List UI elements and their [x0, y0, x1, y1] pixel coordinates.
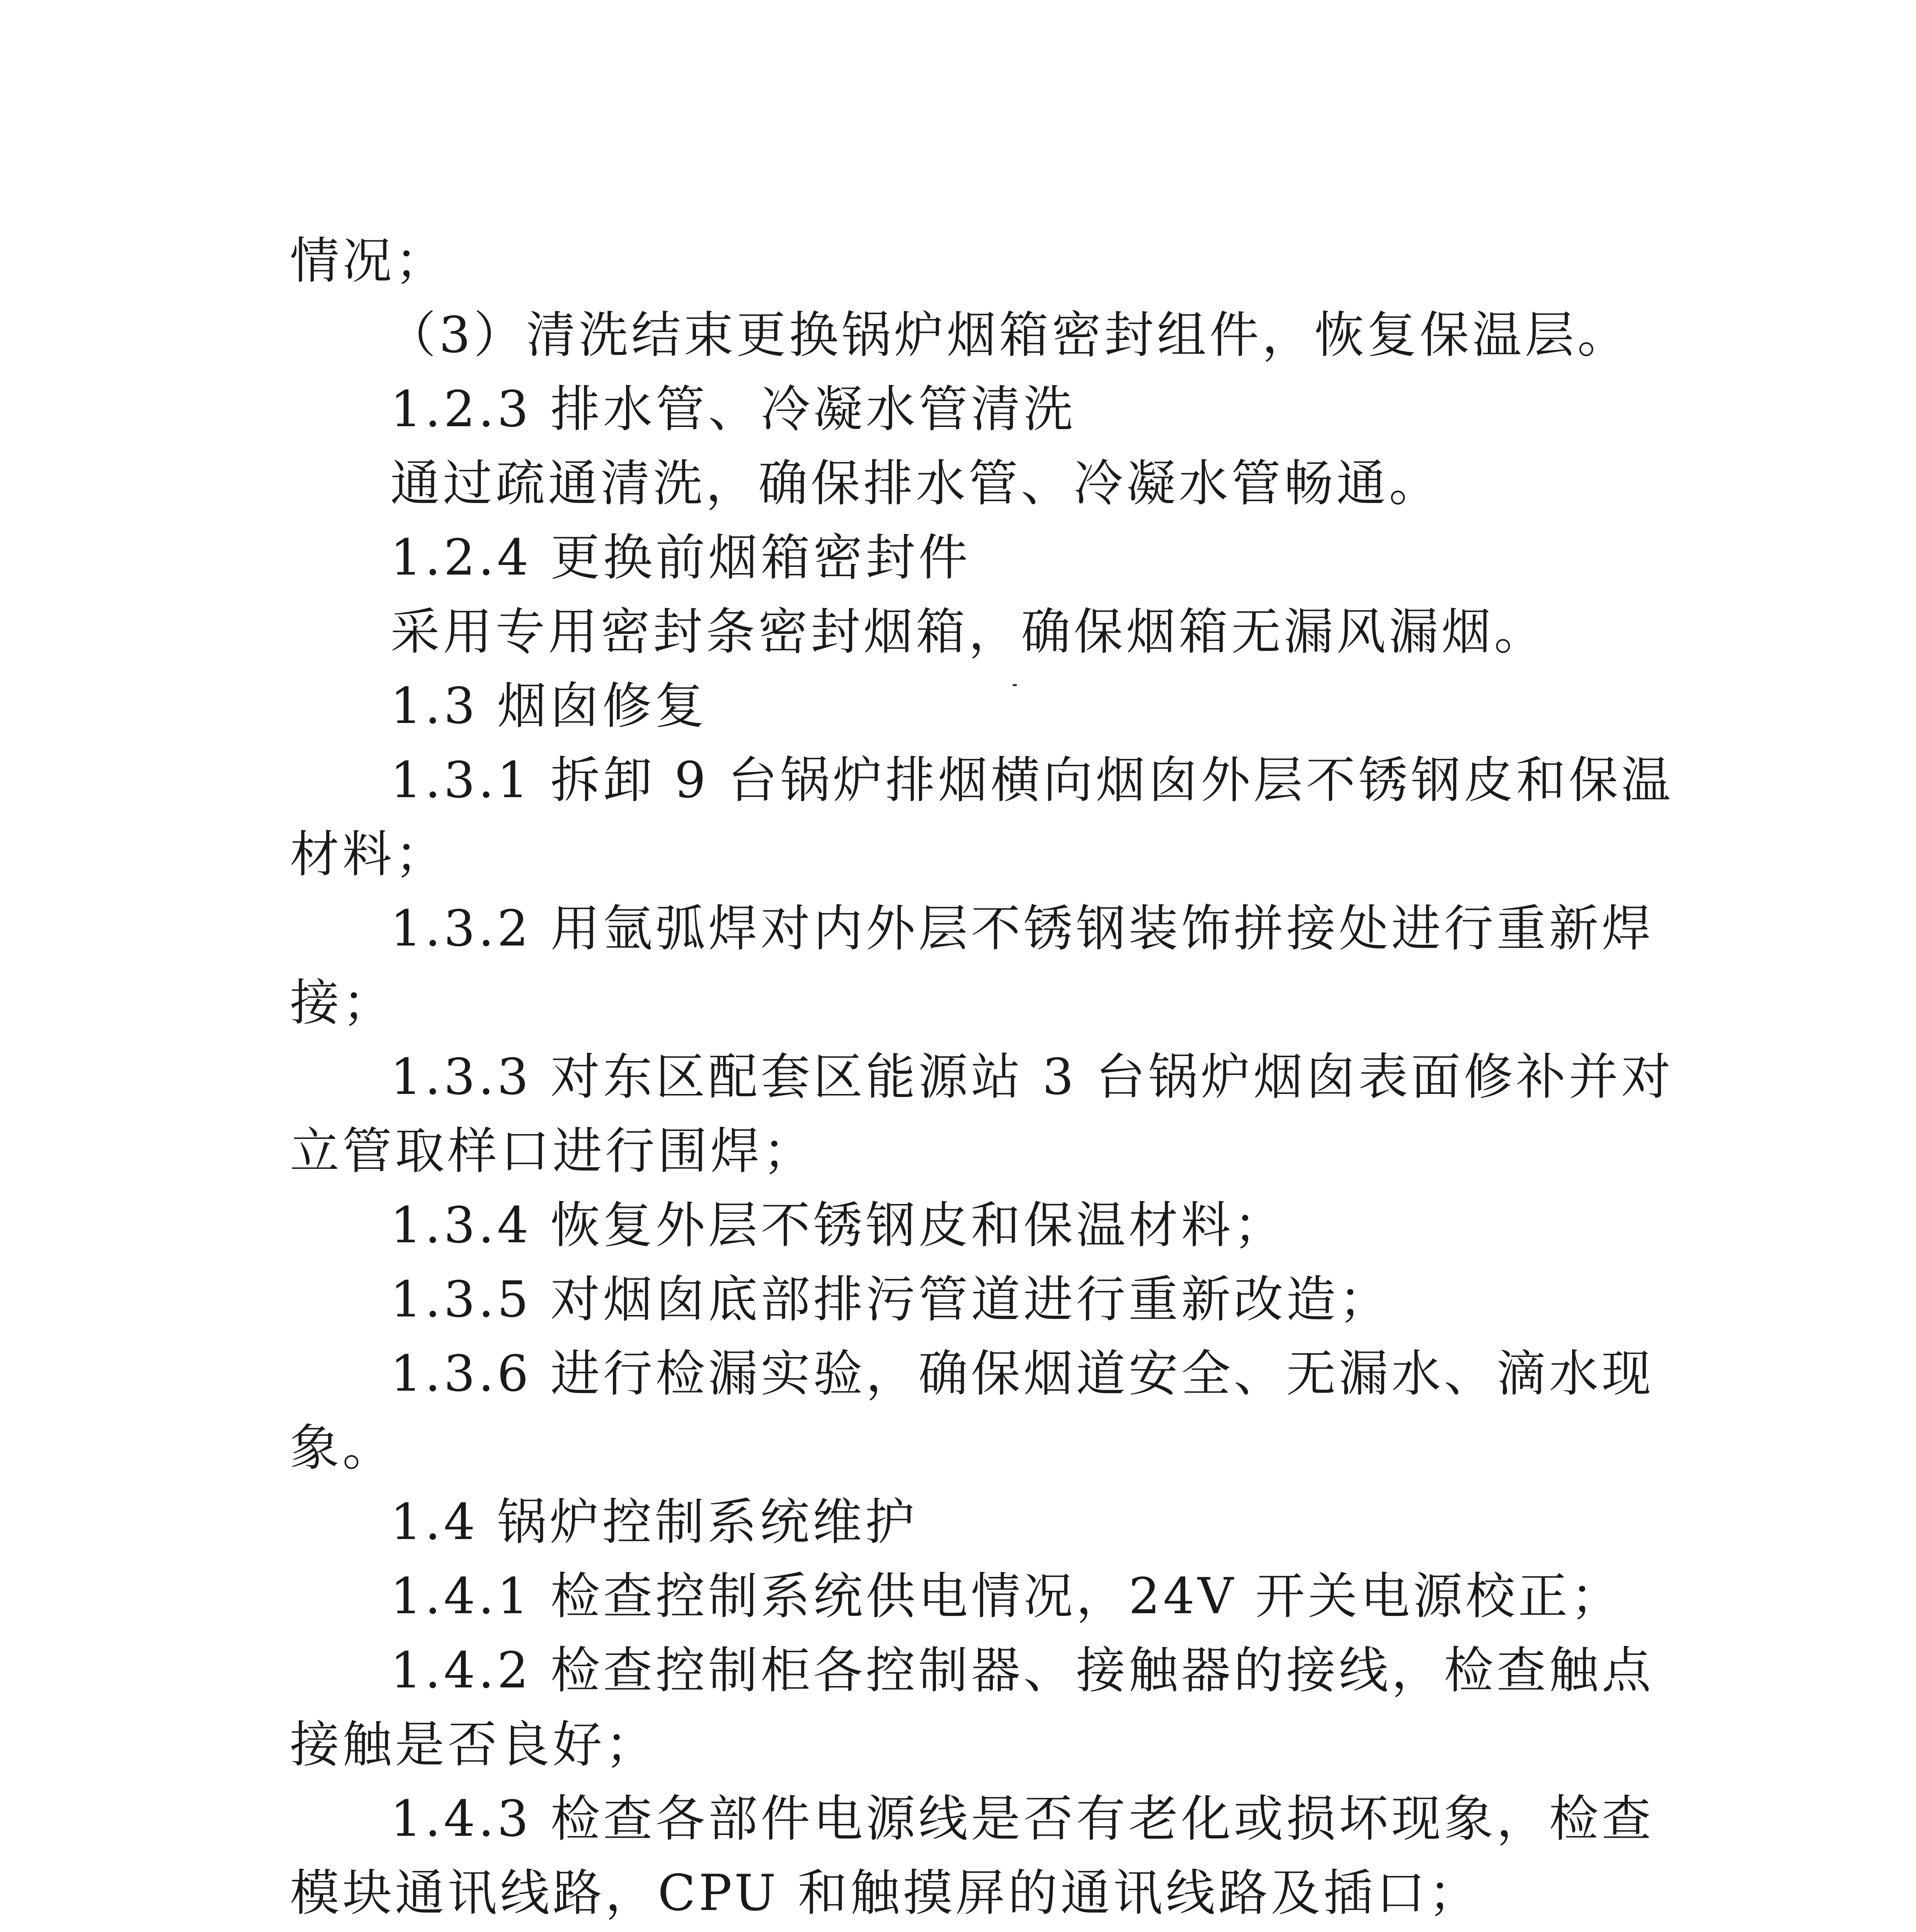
- text-line: 1.3.2 用氩弧焊对内外层不锈钢装饰拼接处进行重新焊: [390, 900, 1654, 957]
- text-line: 象。: [290, 1419, 395, 1477]
- text-line: 模块通讯线路，CPU 和触摸屏的通讯线路及插口；: [290, 1864, 1481, 1922]
- text-line: 情况；: [290, 232, 448, 290]
- text-line: 1.4.2 检查控制柜各控制器、接触器的接线，检查触点: [390, 1642, 1654, 1699]
- text-line: 1.4 锅炉控制系统维护: [390, 1493, 918, 1551]
- text-line: 1.3.3 对东区配套区能源站 3 台锅炉烟囱表面修补并对: [390, 1048, 1674, 1106]
- text-line: 1.3 烟囱修复: [390, 677, 708, 735]
- text-line: 1.4.1 检查控制系统供电情况，24V 开关电源校正；: [390, 1568, 1623, 1625]
- scan-speck: [1012, 684, 1017, 686]
- text-line: 材料；: [290, 826, 448, 883]
- text-line: 接；: [290, 974, 395, 1032]
- text-line: 1.3.6 进行检漏实验，确保烟道安全、无漏水、滴水现: [390, 1345, 1654, 1403]
- text-line: 接触是否良好；: [290, 1716, 658, 1774]
- text-line: 1.3.4 恢复外层不锈钢皮和保温材料；: [390, 1197, 1286, 1254]
- text-line: 1.2.4 更换前烟箱密封件: [390, 529, 971, 587]
- text-line: 1.3.5 对烟囱底部排污管道进行重新改造；: [390, 1271, 1392, 1328]
- text-line: 通过疏通清洗，确保排水管、冷凝水管畅通。: [390, 455, 1442, 512]
- text-line: 采用专用密封条密封烟箱，确保烟箱无漏风漏烟。: [390, 603, 1547, 661]
- text-line: 1.3.1 拆卸 9 台锅炉排烟横向烟囱外层不锈钢皮和保温: [390, 752, 1674, 809]
- text-line: 立管取样口进行围焊；: [290, 1122, 816, 1180]
- text-line: （3）清洗结束更换锅炉烟箱密封组件，恢复保温层。: [386, 306, 1630, 364]
- text-line: 1.4.3 检查各部件电源线是否有老化或损坏现象，检查: [390, 1790, 1654, 1848]
- document-body: [290, 224, 1674, 1932]
- text-line: [290, 1930, 1635, 1932]
- text-line: 1.2.3 排水管、冷凝水管清洗: [390, 381, 1076, 438]
